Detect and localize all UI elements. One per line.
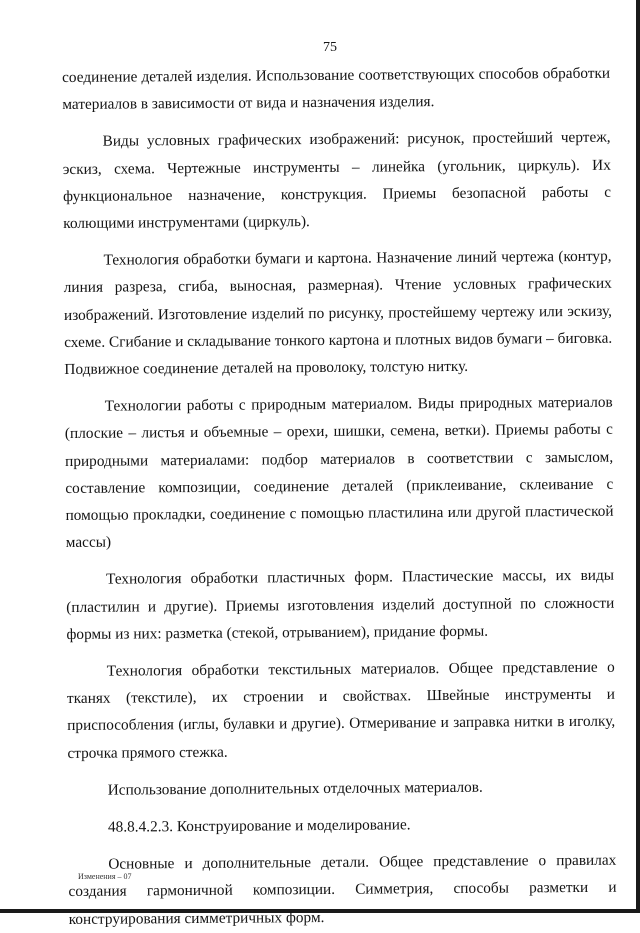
page-number: 75: [323, 40, 337, 55]
section-heading-construction: 48.8.4.2.3. Конструирование и моделирование.: [107, 816, 411, 836]
paragraph-textile-materials: Технология обработки текстильных материалов. Общее представление о тканях (текстиле), их строении и свойствах. Швейные инструменты и приспособления (иглы, булавки и другие). Отмеривание и заправка нитки в иголку, строчка прямого стежка.: [66, 658, 616, 762]
paragraph-plastic-forms: Технология обработки пластичных форм. Пластические массы, их виды (пластилин и другие). Приемы изготовления изделий доступной по сложности формы из них: разметка (стекой, отрыванием), придание формы.: [66, 567, 615, 643]
footer-revision: Изменения – 07: [78, 872, 132, 881]
paragraph-finishing-materials: Использование дополнительных отделочных материалов.: [107, 778, 483, 799]
document-body: [62, 60, 617, 933]
paragraph-continuation: соединение деталей изделия. Использование соответствующих способов обработки материалов в зависимости от вида и назначения изделия.: [62, 64, 611, 114]
paragraph-symmetry: Основные и дополнительные детали. Общее представление о правилах создания гармоничной композиции. Симметрия, способы разметки и конструирования симметричных форм.: [68, 851, 617, 928]
paragraph-graphic-images: Виды условных графических изображений: рисунок, простейший чертеж, эскиз, схема. Чертежные инструменты – линейка (угольник, циркуль). Их функциональное назначение, конструкция. Приемы безопасной работы с колющими инструментами (циркуль).: [62, 129, 612, 233]
paragraph-natural-materials: Технологии работы с природным материалом. Виды природных материалов (плоские – листья и объемные – орехи, шишки, семена, ветки). Приемы работы с природными материалами: подбор материалов в соответствии с замыслом, составление композиции, соединение деталей (приклеивание, склеивание с помощью прокладки, соединение с помощью пластилина или другой пластической массы): [64, 393, 614, 552]
paragraph-paper-cardboard: Технология обработки бумаги и картона. Назначение линий чертежа (контур, линия разреза, сгиба, выносная, размерная). Чтение условных графических изображений. Изготовление изделий по рисунку, простейшему чертежу или эскизу, схеме. Сгибание и складывание тонкого картона и плотных видов бумаги – биговка. Подвижное соединение деталей на проволоку, толстую нитку.: [63, 247, 613, 379]
